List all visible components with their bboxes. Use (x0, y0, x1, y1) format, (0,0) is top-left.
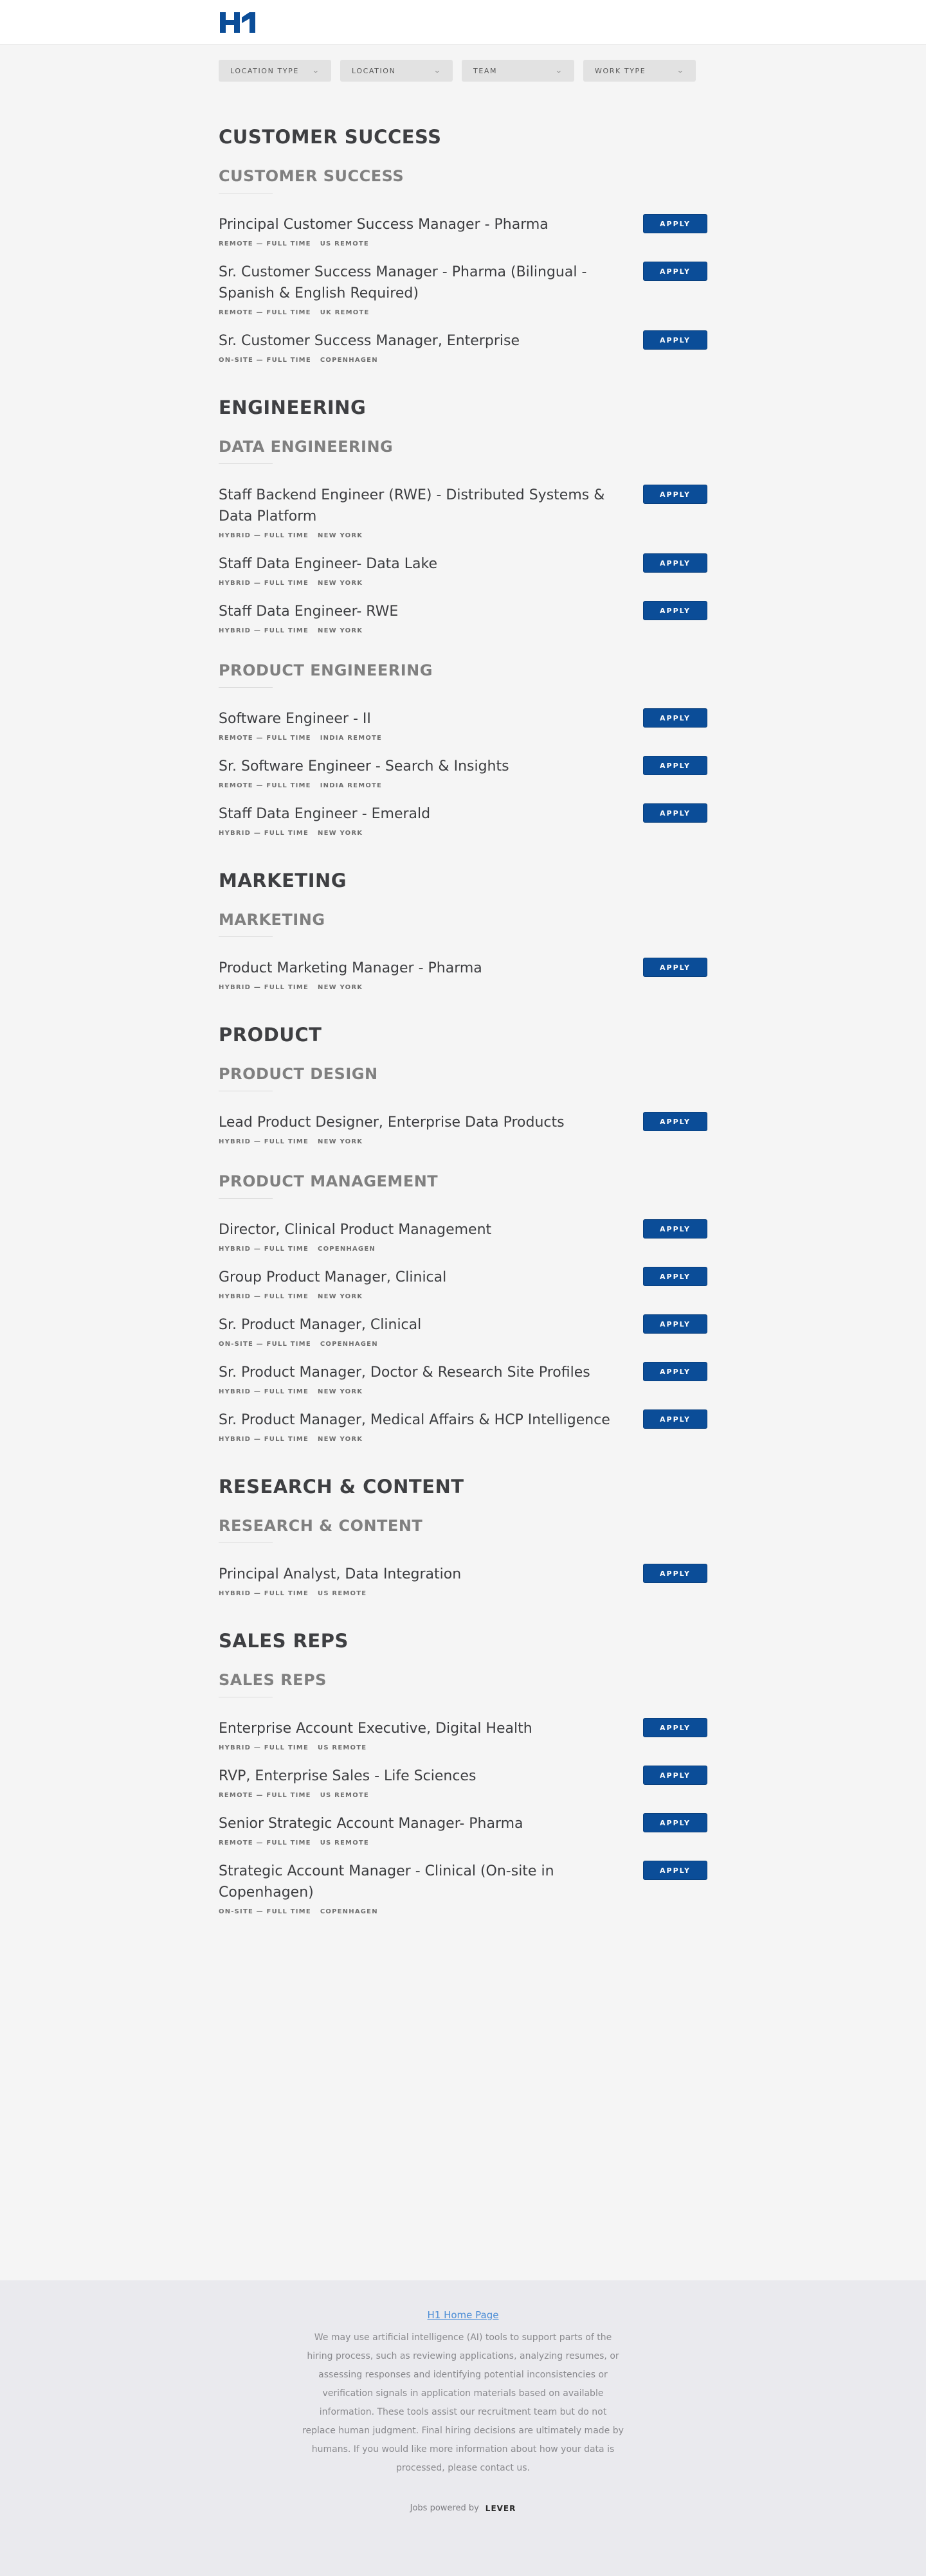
location: NEW YORK (318, 1388, 363, 1395)
work-type: HYBRID — FULL TIME (219, 627, 309, 634)
job-posting (219, 601, 707, 648)
powered-by (0, 2503, 926, 2513)
group-title: PRODUCT (219, 1024, 322, 1046)
divider (219, 1198, 273, 1199)
location: NEW YORK (318, 1138, 363, 1145)
job-subgroup (219, 1517, 707, 1611)
work-type: ON-SITE — FULL TIME (219, 1908, 311, 1915)
job-posting (219, 803, 707, 851)
job-posting (219, 262, 707, 330)
posting-title-link[interactable]: Principal Analyst, Data Integration (219, 1566, 462, 1582)
posting-meta (219, 1590, 707, 1597)
apply-button[interactable]: APPLY (643, 214, 707, 233)
work-type: ON-SITE — FULL TIME (219, 1341, 311, 1348)
subgroup-title: MARKETING (219, 911, 325, 929)
job-posting (219, 330, 707, 378)
chevron-down-icon: ⌄ (312, 67, 321, 75)
chevron-down-icon: ⌄ (676, 67, 685, 75)
subgroup-title: PRODUCT MANAGEMENT (219, 1172, 439, 1190)
apply-button[interactable]: APPLY (643, 756, 707, 775)
job-posting (219, 214, 707, 262)
filter-work-type[interactable] (583, 60, 696, 82)
group-title: SALES REPS (219, 1630, 349, 1652)
job-posting (219, 1409, 707, 1457)
job-posting (219, 1766, 707, 1813)
location: US REMOTE (320, 240, 369, 247)
job-group (219, 1476, 707, 1631)
apply-button[interactable]: APPLY (643, 1219, 707, 1239)
job-posting (219, 1861, 707, 1929)
apply-button[interactable]: APPLY (643, 1766, 707, 1785)
filter-location[interactable] (340, 60, 453, 82)
location: COPENHAGEN (320, 1908, 378, 1915)
location: NEW YORK (318, 627, 363, 634)
apply-button[interactable]: APPLY (643, 1112, 707, 1131)
posting-title-link[interactable]: Lead Product Designer, Enterprise Data Products (219, 1114, 565, 1131)
work-type: REMOTE — FULL TIME (219, 1792, 311, 1799)
filter-label: WORK TYPE (595, 66, 646, 75)
powered-by-text: Jobs powered by (410, 2503, 479, 2513)
apply-button[interactable]: APPLY (643, 1267, 707, 1286)
posting-meta (219, 1839, 707, 1847)
posting-meta (219, 984, 707, 991)
posting-title-link[interactable]: Product Marketing Manager - Pharma (219, 960, 482, 976)
work-type: HYBRID — FULL TIME (219, 532, 309, 539)
posting-title-link[interactable]: Senior Strategic Account Manager- Pharma (219, 1816, 523, 1832)
work-type: HYBRID — FULL TIME (219, 1293, 309, 1300)
filter-team[interactable] (462, 60, 574, 82)
home-page-link[interactable]: H1 Home Page (427, 2309, 499, 2321)
job-group (219, 1024, 707, 1476)
job-subgroup (219, 911, 707, 1005)
filter-location-type[interactable] (219, 60, 331, 82)
apply-button[interactable]: APPLY (643, 708, 707, 728)
work-type: REMOTE — FULL TIME (219, 240, 311, 247)
work-type: REMOTE — FULL TIME (219, 735, 311, 742)
job-posting (219, 1813, 707, 1861)
divider (219, 463, 273, 464)
job-groups (219, 127, 707, 1949)
group-title: RESEARCH & CONTENT (219, 1476, 464, 1498)
posting-title-link[interactable]: RVP, Enterprise Sales - Life Sciences (219, 1768, 477, 1784)
work-type: HYBRID — FULL TIME (219, 1744, 309, 1751)
subgroup-title: RESEARCH & CONTENT (219, 1517, 423, 1535)
footer (0, 2280, 926, 2576)
job-posting (219, 1112, 707, 1159)
posting-meta (219, 309, 707, 316)
job-subgroup (219, 661, 707, 851)
subgroup-title: PRODUCT ENGINEERING (219, 661, 433, 679)
location: COPENHAGEN (320, 1341, 378, 1348)
subgroup-title: SALES REPS (219, 1671, 327, 1689)
apply-button[interactable]: APPLY (643, 958, 707, 977)
posting-meta (219, 1341, 707, 1348)
posting-meta (219, 782, 707, 789)
job-posting (219, 485, 707, 553)
job-posting (219, 1362, 707, 1409)
posting-title-link[interactable]: Sr. Software Engineer - Search & Insights (219, 758, 509, 774)
job-posting (219, 553, 707, 601)
posting-meta (219, 1246, 707, 1253)
location: US REMOTE (320, 1792, 369, 1799)
posting-meta (219, 1792, 707, 1799)
chevron-down-icon: ⌄ (555, 67, 564, 75)
group-title: CUSTOMER SUCCESS (219, 126, 442, 148)
filter-bar (219, 45, 707, 127)
job-posting (219, 1564, 707, 1611)
apply-button[interactable]: APPLY (643, 1564, 707, 1583)
location: NEW YORK (318, 830, 363, 837)
chevron-down-icon: ⌄ (433, 67, 442, 75)
apply-button[interactable]: APPLY (643, 1314, 707, 1334)
filter-label: LOCATION (352, 66, 396, 75)
apply-button[interactable]: APPLY (643, 601, 707, 620)
posting-title-link[interactable]: Group Product Manager, Clinical (219, 1269, 447, 1285)
apply-button[interactable]: APPLY (643, 1813, 707, 1832)
divider (219, 687, 273, 688)
job-posting (219, 756, 707, 803)
posting-meta (219, 532, 707, 539)
posting-meta (219, 1388, 707, 1395)
work-type: HYBRID — FULL TIME (219, 1246, 309, 1253)
posting-title-link[interactable]: Director, Clinical Product Management (219, 1222, 492, 1238)
job-subgroup (219, 1065, 707, 1172)
location: NEW YORK (318, 984, 363, 991)
divider (219, 936, 273, 937)
posting-title-link[interactable]: Staff Data Engineer- RWE (219, 604, 399, 620)
posting-title-link[interactable]: Staff Data Engineer - Emerald (219, 806, 431, 822)
filter-label: LOCATION TYPE (230, 66, 299, 75)
job-posting (219, 1314, 707, 1362)
location: US REMOTE (320, 1839, 369, 1847)
location: US REMOTE (318, 1590, 367, 1597)
location: US REMOTE (318, 1744, 367, 1751)
posting-title-link[interactable]: Sr. Customer Success Manager - Pharma (Bilingual - Spanish & English Required) (219, 264, 587, 301)
apply-button[interactable]: APPLY (643, 485, 707, 504)
apply-button[interactable]: APPLY (643, 1861, 707, 1880)
posting-meta (219, 1293, 707, 1300)
posting-title-link[interactable]: Sr. Product Manager, Clinical (219, 1317, 422, 1333)
posting-meta (219, 1908, 707, 1915)
posting-title-link[interactable]: Sr. Product Manager, Medical Affairs & HCP Intelligence (219, 1412, 610, 1428)
work-type: HYBRID — FULL TIME (219, 1388, 309, 1395)
posting-meta (219, 735, 707, 742)
posting-title-link[interactable]: Strategic Account Manager - Clinical (On-site in Copenhagen) (219, 1863, 554, 1901)
posting-meta (219, 357, 707, 364)
work-type: REMOTE — FULL TIME (219, 309, 311, 316)
apply-button[interactable]: APPLY (643, 803, 707, 823)
job-posting (219, 708, 707, 756)
location: NEW YORK (318, 1293, 363, 1300)
posting-title-link[interactable]: Sr. Customer Success Manager, Enterprise (219, 333, 520, 349)
location: NEW YORK (318, 532, 363, 539)
job-posting (219, 1219, 707, 1267)
work-type: HYBRID — FULL TIME (219, 830, 309, 837)
job-subgroup (219, 167, 707, 378)
work-type: HYBRID — FULL TIME (219, 1436, 309, 1443)
posting-meta (219, 627, 707, 634)
work-type: REMOTE — FULL TIME (219, 1839, 311, 1847)
posting-title-link[interactable]: Sr. Product Manager, Doctor & Research Site Profiles (219, 1364, 590, 1381)
job-subgroup (219, 1172, 707, 1457)
job-posting (219, 1267, 707, 1314)
postings-container (219, 45, 707, 1949)
posting-meta (219, 580, 707, 587)
apply-button[interactable]: APPLY (643, 1718, 707, 1737)
work-type: HYBRID — FULL TIME (219, 1590, 309, 1597)
posting-meta (219, 1744, 707, 1751)
h1-logo[interactable] (219, 0, 259, 45)
group-title: ENGINEERING (219, 397, 367, 418)
job-subgroup (219, 1671, 707, 1929)
subgroup-title: DATA ENGINEERING (219, 438, 394, 456)
subgroup-title: CUSTOMER SUCCESS (219, 167, 404, 185)
work-type: HYBRID — FULL TIME (219, 580, 309, 587)
apply-button[interactable]: APPLY (643, 1362, 707, 1381)
posting-title-link[interactable]: Staff Data Engineer- Data Lake (219, 556, 438, 572)
group-title: MARKETING (219, 870, 347, 891)
job-subgroup (219, 438, 707, 661)
h1-logo-mark (219, 11, 257, 34)
location: NEW YORK (318, 580, 363, 587)
ai-notice: We may use artificial intelligence (AI) tools to support parts of the hiring process, such as reviewing applications, analyzing resumes, or assessing responses and identifying potential inconsistencies or verification signals in application materials based on available information. These tools assist our recruitment team but do not replace human judgment. Final hiring decisions are ultimately made by humans. If you would like more information about how your data is processed, please contact us. (302, 2332, 624, 2473)
work-type: REMOTE — FULL TIME (219, 782, 311, 789)
location: COPENHAGEN (320, 357, 378, 364)
posting-meta (219, 1436, 707, 1443)
apply-button[interactable]: APPLY (643, 1409, 707, 1429)
work-type: HYBRID — FULL TIME (219, 1138, 309, 1145)
work-type: HYBRID — FULL TIME (219, 984, 309, 991)
apply-button[interactable]: APPLY (643, 262, 707, 281)
posting-meta (219, 240, 707, 247)
posting-title-link[interactable]: Principal Customer Success Manager - Pharma (219, 217, 549, 233)
job-group (219, 870, 707, 1024)
apply-button[interactable]: APPLY (643, 553, 707, 573)
job-posting (219, 1718, 707, 1766)
job-posting (219, 958, 707, 1005)
apply-button[interactable]: APPLY (643, 330, 707, 350)
posting-meta (219, 830, 707, 837)
posting-title-link[interactable]: Enterprise Account Executive, Digital Health (219, 1721, 532, 1737)
job-group (219, 397, 707, 870)
job-group (219, 1631, 707, 1949)
location: COPENHAGEN (318, 1246, 376, 1253)
job-group (219, 127, 707, 397)
top-bar (0, 0, 926, 45)
posting-meta (219, 1138, 707, 1145)
location: UK REMOTE (320, 309, 370, 316)
posting-title-link[interactable]: Staff Backend Engineer (RWE) - Distributed Systems & Data Platform (219, 487, 605, 524)
lever-logo[interactable]: LEVER (485, 2503, 516, 2513)
location: NEW YORK (318, 1436, 363, 1443)
location: INDIA REMOTE (320, 782, 383, 789)
posting-title-link[interactable]: Software Engineer - II (219, 711, 371, 727)
work-type: ON-SITE — FULL TIME (219, 357, 311, 364)
location: INDIA REMOTE (320, 735, 383, 742)
subgroup-title: PRODUCT DESIGN (219, 1065, 378, 1083)
filter-label: TEAM (473, 66, 498, 75)
